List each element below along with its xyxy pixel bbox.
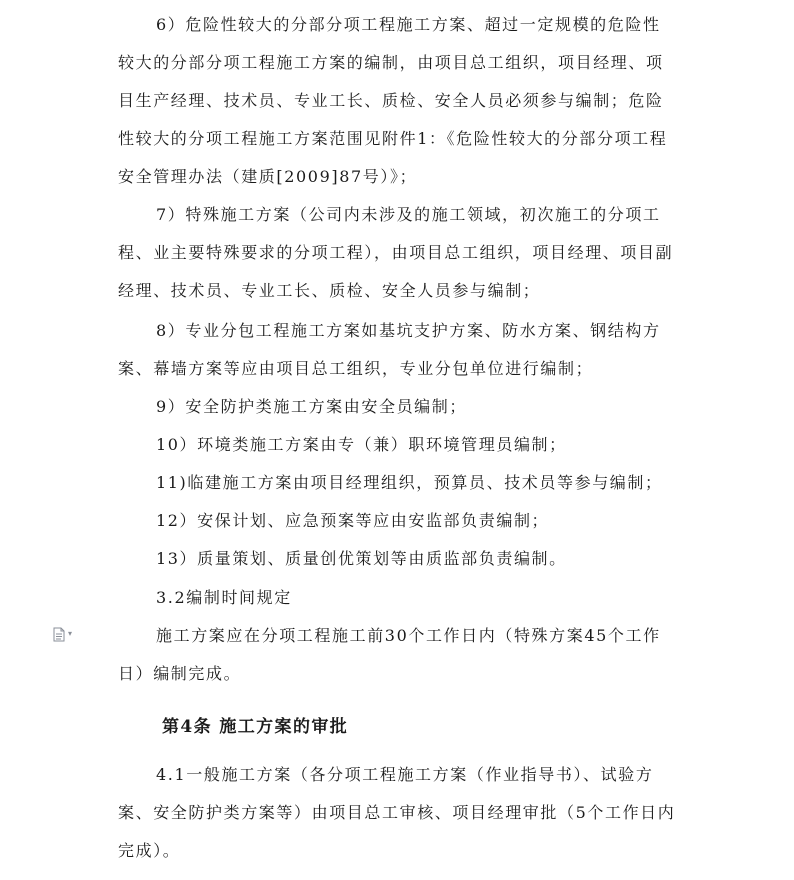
paragraph-item-9: 9）安全防护类施工方案由安全员编制； [156,397,467,416]
paragraph-item-6: 6）危险性较大的分部分项工程施工方案、超过一定规模的危险性较大的分部分项工程施工方案的编制，由项目总工组织，项目经理、项目生产经理、技术员、专业工长、质检、安全人员必须参与编制；危险性较大的分项工程施工方案范围见附件1：《危险性较大的分部分项工程安全管理办法（建质[2009]87号）》； [118,15,668,186]
paragraph-item-10: 10）环境类施工方案由专（兼）职环境管理员编制； [156,435,567,454]
document-icon[interactable] [52,626,78,642]
paragraph-item-8: 8）专业分包工程施工方案如基坑支护方案、防水方案、钢结构方案、幕墙方案等应由项目总工组织，专业分包单位进行编制； [118,321,661,378]
paragraph-item-7: 7）特殊施工方案（公司内未涉及的施工领域，初次施工的分项工程、业主要特殊要求的分项工程），由项目总工组织，项目经理、项目副经理、技术员、专业工长、质检、安全人员参与编制； [118,205,674,300]
section-subheading-3-2: 3.2编制时间规定 [156,588,292,607]
paragraph-item-13: 13）质量策划、质量创优策划等由质监部负责编制。 [156,549,567,568]
paragraph-item-12: 12）安保计划、应急预案等应由安监部负责编制； [156,511,550,530]
paragraph-item-11: 11)临建施工方案由项目经理组织，预算员、技术员等参与编制； [156,473,663,492]
page-icon [52,627,66,642]
paragraph-item-4-1: 4.1一般施工方案（各分项工程施工方案（作业指导书）、试验方案、安全防护类方案等）由项目总工审核、项目经理审批（5个工作日内完成）。 [118,765,676,860]
article-heading-4: 第4条 施工方案的审批 [162,717,349,737]
paragraph-compile-time: 施工方案应在分项工程施工前30个工作日内（特殊方案45个工作日）编制完成。 [118,626,661,683]
chevron-down-icon: ▾ [68,629,73,638]
